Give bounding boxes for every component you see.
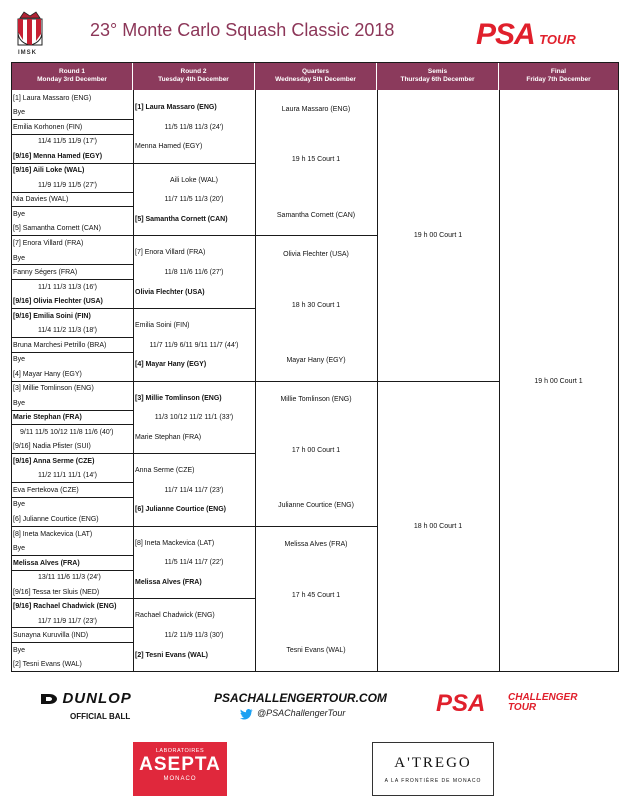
bracket-divider <box>12 308 133 309</box>
official-ball-text: OFFICIAL BALL <box>70 712 131 721</box>
quarters-player: Samantha Cornett (CAN) <box>276 211 356 219</box>
bracket-divider <box>12 119 133 120</box>
round2-player: Emilia Soini (FIN) <box>135 321 190 329</box>
bracket-divider <box>12 192 133 193</box>
psa-challenger-url: PSACHALLENGERTOUR.COM <box>214 691 387 705</box>
draw-table <box>11 62 619 672</box>
column-header-round2 <box>133 63 255 90</box>
round2-score: 11/7 11/4 11/7 (23') <box>164 486 224 494</box>
column-header-round1 <box>12 63 133 90</box>
round1-player: [9/16] Tessa ter Sluis (NED) <box>13 588 100 596</box>
column-quarters-date: Wednesday 5th December <box>275 76 356 83</box>
quarters-player: Melissa Alves (FRA) <box>284 541 348 549</box>
column-final-label: Final <box>550 68 567 75</box>
round2-player: Rachael Chadwick (ENG) <box>135 612 215 620</box>
column-semis-label: Semis <box>427 68 448 75</box>
round1-player: Nia Davies (WAL) <box>13 196 69 204</box>
bracket-divider <box>377 381 499 382</box>
emblem-text: IMSK <box>18 50 37 56</box>
column-semis-date: Thursday 6th December <box>400 76 475 83</box>
psa-challenger-subtext <box>508 693 577 713</box>
bracket-divider <box>12 279 133 280</box>
round1-player: Emilia Korhonen (FIN) <box>13 123 83 131</box>
round1-player: Marie Stephan (FRA) <box>13 414 82 422</box>
round2-player: [8] Ineta Mackevica (LAT) <box>135 539 215 547</box>
column-round2-label: Round 2 <box>180 68 207 75</box>
quarters-player: Tesni Evans (WAL) <box>286 647 346 655</box>
column-quarters-label: Quarters <box>301 68 330 75</box>
asepta-logo <box>133 742 227 796</box>
round1-player: Sunayna Kuruvilla (IND) <box>13 632 89 640</box>
page-title: 23° Monte Carlo Squash Classic 2018 <box>90 20 395 40</box>
round1-score: 9/11 11/5 10/12 11/8 11/6 (40') <box>20 428 114 436</box>
twitter-icon <box>240 707 253 718</box>
round2-player: Olivia Flechter (USA) <box>135 288 205 296</box>
atrego-logo <box>372 742 494 796</box>
quarters-player: Mayar Hany (EGY) <box>286 356 346 364</box>
round1-player: [7] Enora Villard (FRA) <box>13 240 84 247</box>
round1-player: Bye <box>13 501 26 509</box>
round2-player: [2] Tesni Evans (WAL) <box>135 651 208 659</box>
quarters-player: Olivia Flechter (USA) <box>283 250 349 258</box>
challenger-tour-text: TOUR <box>508 702 537 713</box>
column-header-quarters <box>255 63 377 90</box>
round1-player: [1] Laura Massaro (ENG) <box>13 94 92 102</box>
column-round2-date: Tuesday 4th December <box>158 76 229 83</box>
round1-player: [6] Julianne Courtice (ENG) <box>13 515 99 523</box>
round1-player: [4] Mayar Hany (EGY) <box>13 370 82 378</box>
atrego-name-text: A'TREGO <box>394 755 472 771</box>
round1-player: Bye <box>13 254 26 262</box>
bracket-divider <box>12 482 133 483</box>
bracket-divider <box>133 163 255 164</box>
bracket-divider <box>255 526 377 527</box>
asepta-top-text: LABORATOIRES <box>155 748 205 754</box>
round2-player: [3] Millie Tomlinson (ENG) <box>135 394 222 402</box>
quarters-player: Millie Tomlinson (ENG) <box>280 396 352 404</box>
column-final-date: Friday 7th December <box>526 76 591 83</box>
round2-player: [7] Enora Villard (FRA) <box>135 249 206 257</box>
round1-player: Bye <box>13 109 26 117</box>
quarters-player: Laura Massaro (ENG) <box>281 105 351 113</box>
round2-player: [4] Mayar Hany (EGY) <box>135 361 207 369</box>
final-schedule: 19 h 00 Court 1 <box>534 377 583 385</box>
round2-player: [5] Samantha Cornett (CAN) <box>135 215 228 223</box>
round2-player: Melissa Alves (FRA) <box>135 579 202 587</box>
quarters-schedule: 19 h 15 Court 1 <box>291 156 341 164</box>
round2-score: 11/5 11/8 11/3 (24') <box>164 123 224 131</box>
round1-player: Bye <box>13 545 26 553</box>
round2-score: 11/7 11/9 6/11 9/11 11/7 (44') <box>149 341 239 349</box>
round1-score: 11/9 11/9 11/5 (27') <box>38 181 97 189</box>
round1-player: [2] Tesni Evans (WAL) <box>13 661 82 669</box>
bracket-divider <box>12 642 133 643</box>
round2-player: [1] Laura Massaro (ENG) <box>135 104 217 112</box>
round1-player: [9/16] Nadia Pfister (SUI) <box>13 443 91 451</box>
round1-player: Bye <box>13 356 26 364</box>
round1-score: 11/7 11/9 11/7 (23') <box>38 617 97 625</box>
column-round1-label: Round 1 <box>59 68 85 75</box>
bracket-divider <box>12 264 133 265</box>
column-header-semis <box>377 63 499 90</box>
quarters-player: Julianne Courtice (ENG) <box>278 502 354 510</box>
round1-player: [5] Samantha Cornett (CAN) <box>13 225 101 233</box>
round1-player: Melissa Alves (FRA) <box>13 559 80 567</box>
dunlop-flying-d-icon <box>40 692 58 706</box>
round1-score: 11/2 11/1 11/1 (14') <box>38 472 97 480</box>
round1-player: [9/16] Olivia Flechter (USA) <box>13 298 103 306</box>
round2-player: Anna Serme (CZE) <box>135 467 195 475</box>
round1-player: Fanny Ségers (FRA) <box>13 269 78 277</box>
round2-player: [6] Julianne Courtice (ENG) <box>135 506 227 514</box>
bracket-divider <box>12 163 133 164</box>
quarters-schedule: 18 h 30 Court 1 <box>291 301 341 309</box>
bracket-divider <box>12 337 133 338</box>
round1-score: 11/4 11/5 11/9 (17') <box>38 138 97 146</box>
quarters-schedule: 17 h 45 Court 1 <box>291 592 341 600</box>
asepta-bottom-text: MONACO <box>163 776 197 782</box>
bracket-divider <box>12 570 133 571</box>
atrego-tagline-text: A LA FRONTIÈRE DE MONACO <box>384 778 482 784</box>
round2-score: 11/7 11/5 11/3 (20') <box>164 196 224 204</box>
bracket-divider <box>12 381 133 382</box>
round1-player: Bye <box>13 210 26 218</box>
challenger-text: CHALLENGER <box>508 692 578 703</box>
psa-challenger-psa-text: PSA <box>436 690 486 717</box>
round2-player: Menna Hamed (EGY) <box>135 143 203 151</box>
round1-player: [3] Millie Tomlinson (ENG) <box>13 385 94 393</box>
bracket-divider <box>133 308 255 309</box>
psa-logo-text: PSA <box>476 18 535 51</box>
column-header-final <box>499 63 618 90</box>
round1-player: [9/16] Menna Hamed (EGY) <box>13 152 103 160</box>
bracket-divider <box>12 555 133 556</box>
bracket-divider <box>12 424 133 425</box>
round2-score: 11/3 10/12 11/2 11/1 (33') <box>154 414 234 422</box>
round1-player: [9/16] Emilia Soini (FIN) <box>13 312 91 320</box>
psa-challenger-logo <box>436 690 578 718</box>
psa-tour-logo <box>476 18 616 51</box>
round2-score: 11/8 11/6 11/6 (27') <box>164 268 224 276</box>
bracket-divider <box>12 352 133 353</box>
bracket-divider <box>12 206 133 207</box>
round1-player: [9/16] Aili Loke (WAL) <box>13 167 85 175</box>
round2-score: 11/5 11/4 11/7 (22') <box>164 559 224 567</box>
round1-score: 11/1 11/3 11/3 (16') <box>38 283 97 291</box>
bracket-divider <box>12 410 133 411</box>
column-round1-date: Monday 3rd December <box>37 76 107 83</box>
bracket-divider <box>12 453 133 454</box>
bracket-divider <box>255 235 377 236</box>
bracket-divider <box>12 497 133 498</box>
round1-player: [9/16] Rachael Chadwick (ENG) <box>13 603 117 611</box>
bracket-divider <box>133 235 255 236</box>
round1-player: [8] Ineta Mackevica (LAT) <box>13 530 93 538</box>
bracket-divider <box>133 598 255 599</box>
bracket-divider <box>133 453 255 454</box>
bracket-divider <box>12 235 133 236</box>
round1-score: 11/4 11/2 11/3 (18') <box>38 327 97 335</box>
bracket-divider <box>12 134 133 135</box>
dunlop-logo <box>40 690 168 708</box>
dunlop-text: DUNLOP <box>62 690 132 707</box>
round2-player: Aili Loke (WAL) <box>170 176 218 184</box>
semis-schedule: 18 h 00 Court 1 <box>413 522 463 530</box>
psa-tour-text: TOUR <box>539 32 576 47</box>
round1-player: Eva Fertekova (CZE) <box>13 486 79 494</box>
bracket-divider <box>12 627 133 628</box>
round1-player: Bruna Marchesi Petrillo (BRA) <box>13 341 107 349</box>
round2-score: 11/2 11/9 11/3 (30') <box>164 632 224 640</box>
bracket-divider <box>12 598 133 599</box>
round1-score: 13/11 11/6 11/3 (24') <box>38 574 101 582</box>
bracket-divider <box>133 526 255 527</box>
semis-schedule: 19 h 00 Court 1 <box>413 232 463 240</box>
psa-twitter-handle: @PSAChallengerTour <box>257 708 346 718</box>
round2-player: Marie Stephan (FRA) <box>135 433 202 441</box>
bracket-divider <box>133 381 255 382</box>
round1-player: Bye <box>13 399 26 407</box>
bracket-divider <box>12 526 133 527</box>
quarters-schedule: 17 h 00 Court 1 <box>291 446 341 454</box>
asepta-name-text: ASEPTA <box>139 754 221 775</box>
round1-player: [9/16] Anna Serme (CZE) <box>13 457 95 465</box>
round1-player: Bye <box>13 646 26 654</box>
bracket-divider <box>255 381 377 382</box>
